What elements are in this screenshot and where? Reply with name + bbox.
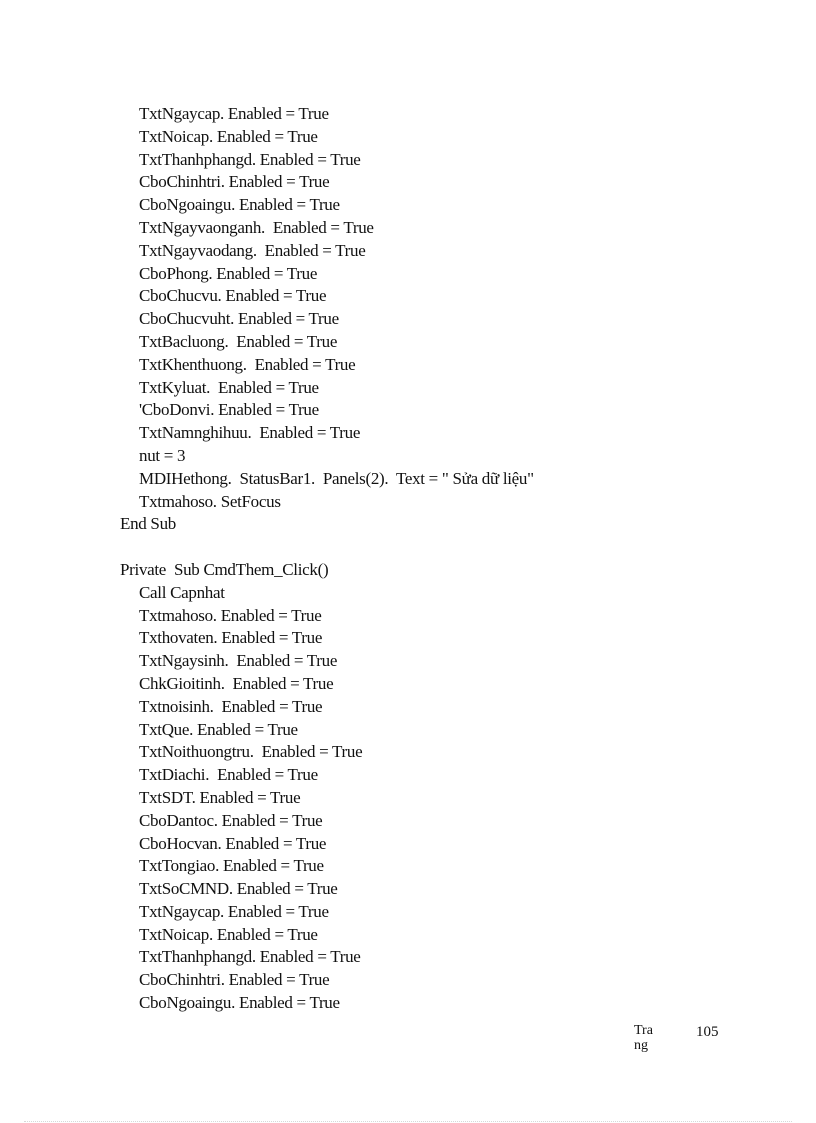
code-line: TxtNoicap. Enabled = True [139, 126, 318, 146]
code-line: CboNgoaingu. Enabled = True [139, 993, 340, 1013]
code-line: TxtNgaysinh. Enabled = True [139, 651, 338, 671]
code-line: 'CboDonvi. Enabled = True [139, 400, 319, 420]
code-line: Txtnoisinh. Enabled = True [139, 696, 323, 716]
code-line: TxtThanhphangd. Enabled = True [139, 149, 361, 169]
code-line: TxtNoicap. Enabled = True [139, 924, 318, 944]
blank-line [120, 536, 534, 559]
code-line: TxtQue. Enabled = True [139, 719, 298, 739]
code-line: TxtThanhphangd. Enabled = True [139, 947, 361, 967]
code-block [120, 103, 534, 1015]
code-line: Call Capnhat [139, 582, 225, 602]
code-line: TxtSoCMND. Enabled = True [139, 879, 338, 899]
code-line: Private Sub CmdThem_Click() [120, 559, 329, 579]
code-line: CboChinhtri. Enabled = True [139, 970, 330, 990]
code-line: CboDantoc. Enabled = True [139, 810, 323, 830]
code-line: TxtNgayvaodang. Enabled = True [139, 240, 366, 260]
code-line: TxtKhenthuong. Enabled = True [139, 354, 356, 374]
code-line: TxtBacluong. Enabled = True [139, 331, 338, 351]
code-line: TxtTongiao. Enabled = True [139, 856, 324, 876]
code-line: Txtmahoso. Enabled = True [139, 605, 322, 625]
code-line: TxtNoithuongtru. Enabled = True [139, 742, 363, 762]
code-line: TxtSDT. Enabled = True [139, 787, 301, 807]
code-line: TxtKyluat. Enabled = True [139, 377, 319, 397]
code-line: nut = 3 [139, 445, 186, 465]
code-line: CboHocvan. Enabled = True [139, 833, 327, 853]
footer-page-label: Trang [634, 1023, 653, 1053]
code-line: Txthovaten. Enabled = True [139, 628, 323, 648]
code-line: Txtmahoso. SetFocus [139, 491, 281, 511]
code-line: TxtNgaycap. Enabled = True [139, 104, 329, 123]
code-line: MDIHethong. StatusBar1. Panels(2). Text = " Sửa dữ liệu" [139, 468, 534, 488]
code-line: CboChucvuht. Enabled = True [139, 309, 339, 329]
page-bottom-divider [24, 1121, 792, 1122]
code-line: CboNgoaingu. Enabled = True [139, 195, 340, 215]
code-line: TxtNgaycap. Enabled = True [139, 901, 329, 921]
code-line: TxtNamnghihuu. Enabled = True [139, 423, 361, 443]
code-line: CboPhong. Enabled = True [139, 263, 318, 283]
code-line: TxtDiachi. Enabled = True [139, 765, 318, 785]
code-line: CboChucvu. Enabled = True [139, 286, 327, 306]
code-line: End Sub [120, 514, 176, 534]
footer-page-number: 105 [696, 1024, 719, 1040]
code-line: TxtNgayvaonganh. Enabled = True [139, 217, 374, 237]
code-line: ChkGioitinh. Enabled = True [139, 673, 334, 693]
code-line: CboChinhtri. Enabled = True [139, 172, 330, 192]
